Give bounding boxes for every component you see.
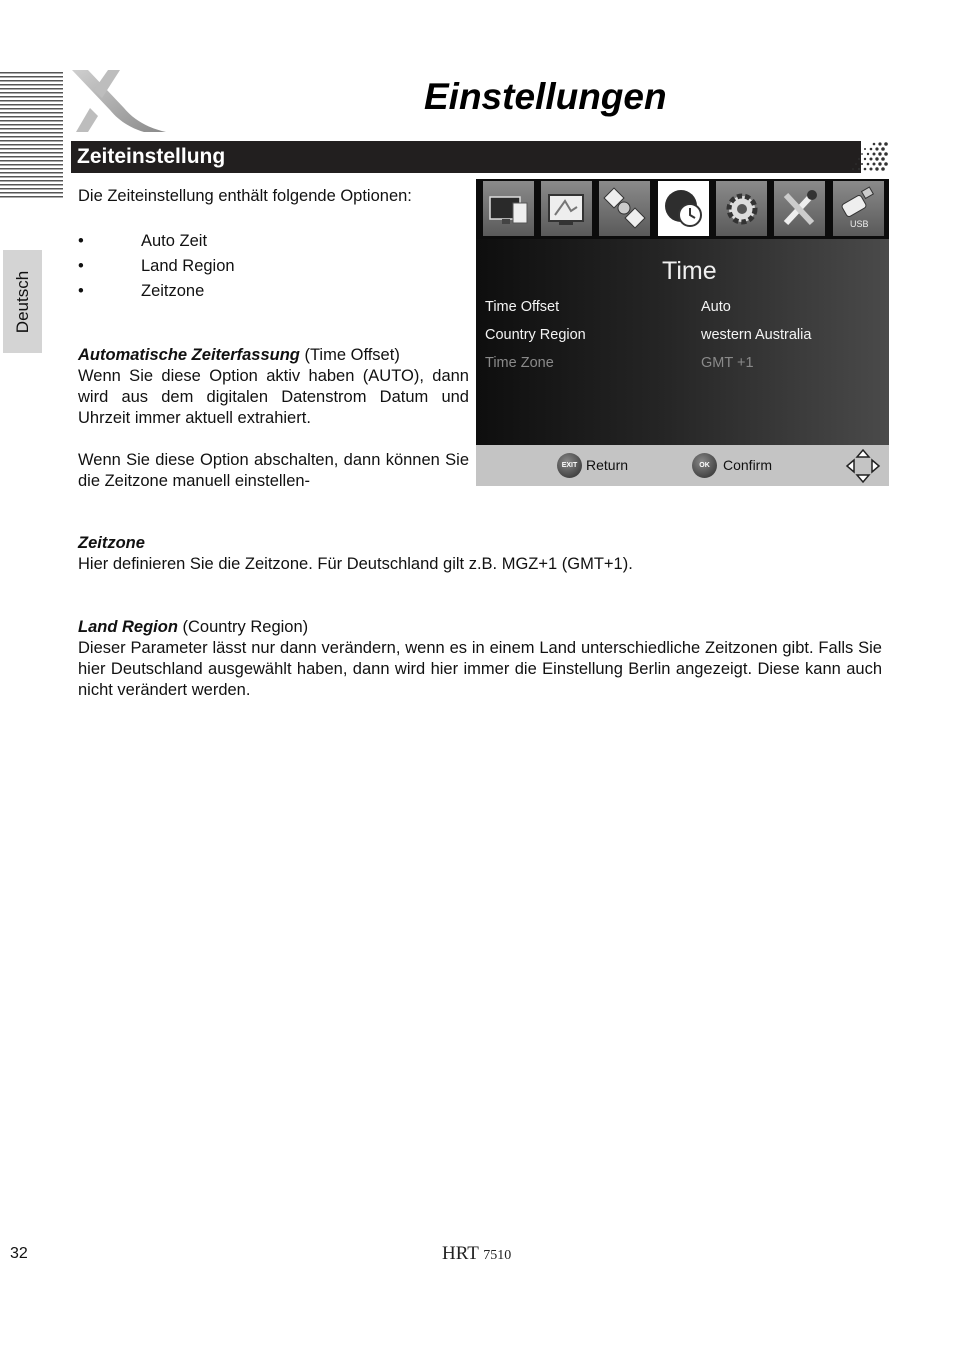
model-number: 7510 — [483, 1248, 512, 1263]
usb-icon — [833, 181, 884, 236]
time-offset-value[interactable]: Auto — [701, 299, 731, 315]
brand-x-logo — [68, 68, 168, 134]
model-name — [442, 1243, 511, 1265]
timezone-section — [78, 533, 882, 575]
model-prefix: HRT — [442, 1243, 479, 1264]
country-region-section — [78, 617, 882, 701]
clock-icon — [658, 181, 709, 236]
exit-key-icon: EXIT — [557, 453, 582, 478]
page-number: 32 — [10, 1245, 28, 1262]
satellite-icon — [599, 181, 650, 236]
option-timezone: Zeitzone — [141, 282, 205, 300]
bullet-symbol: • — [78, 257, 84, 275]
time-offset-label[interactable]: Time Offset — [485, 299, 560, 315]
timezone-text: Hier definieren Sie die Zeitzone. Für Deutschland gilt z.B. MGZ+1 (GMT+1). — [78, 555, 633, 573]
return-label: Return — [586, 457, 629, 473]
confirm-label: Confirm — [723, 457, 773, 473]
ok-key-icon: OK — [692, 453, 717, 478]
country-region-text: Dieser Parameter lässt nur dann verändern, wenn es in einem Land unterschiedliche Zeitzonen gibt. Falls Sie hier Deutschland ausgewählt haben, dann wird hier immer die Einstellung Berlin angezeigt. Diese kann auch nicht verändert werden. — [78, 639, 882, 699]
language-tab-label: Deutsch — [12, 270, 32, 333]
auto-time-heading-suffix: (Time Offset) — [299, 346, 400, 364]
navigation-arrows-icon — [845, 448, 881, 484]
decorative-stripes — [0, 72, 63, 198]
picture-icon — [541, 181, 592, 236]
bullet-symbol: • — [78, 282, 84, 300]
time-zone-value: GMT +1 — [701, 355, 754, 371]
tv-menu-footer — [476, 445, 889, 486]
menu-icon-bar — [476, 179, 889, 239]
tv-time-menu-screenshot — [476, 179, 889, 486]
option-land-region: Land Region — [141, 257, 235, 275]
timezone-heading: Zeitzone — [78, 534, 145, 552]
auto-time-section — [78, 345, 469, 492]
time-zone-label: Time Zone — [485, 355, 554, 371]
language-tab — [3, 250, 42, 353]
section-header-bar — [71, 141, 861, 173]
country-region-label[interactable]: Country Region — [485, 327, 586, 343]
intro-text: Die Zeiteinstellung enthält folgende Optionen: — [78, 187, 412, 205]
monitor-icon — [483, 181, 534, 236]
country-region-value[interactable]: western Australia — [701, 327, 812, 343]
usb-label: USB — [850, 219, 869, 229]
section-title: Zeiteinstellung — [77, 145, 226, 168]
gear-icon — [716, 181, 767, 236]
tv-menu-title: Time — [662, 257, 717, 285]
auto-time-heading-line — [78, 345, 469, 366]
bullet-symbol: • — [78, 232, 84, 250]
auto-time-heading: Automatische Zeiterfassung — [78, 346, 300, 364]
tools-icon — [774, 181, 825, 236]
country-region-heading-line — [78, 617, 882, 638]
country-region-heading: Land Region — [78, 618, 178, 636]
auto-time-paragraph-2: Wenn Sie diese Option abschalten, dann können Sie die Zeitzone manuell einstellen- — [78, 451, 469, 490]
country-region-heading-suffix: (Country Region) — [177, 618, 309, 636]
halftone-dots-decoration — [850, 141, 890, 173]
page-title: Einstellungen — [424, 76, 667, 117]
option-auto-time: Auto Zeit — [141, 232, 208, 250]
auto-time-paragraph-1: Wenn Sie diese Option aktiv haben (AUTO), dann wird aus dem digitalen Datenstrom Datum und Uhrzeit immer aktuell extrahiert. — [78, 367, 469, 427]
